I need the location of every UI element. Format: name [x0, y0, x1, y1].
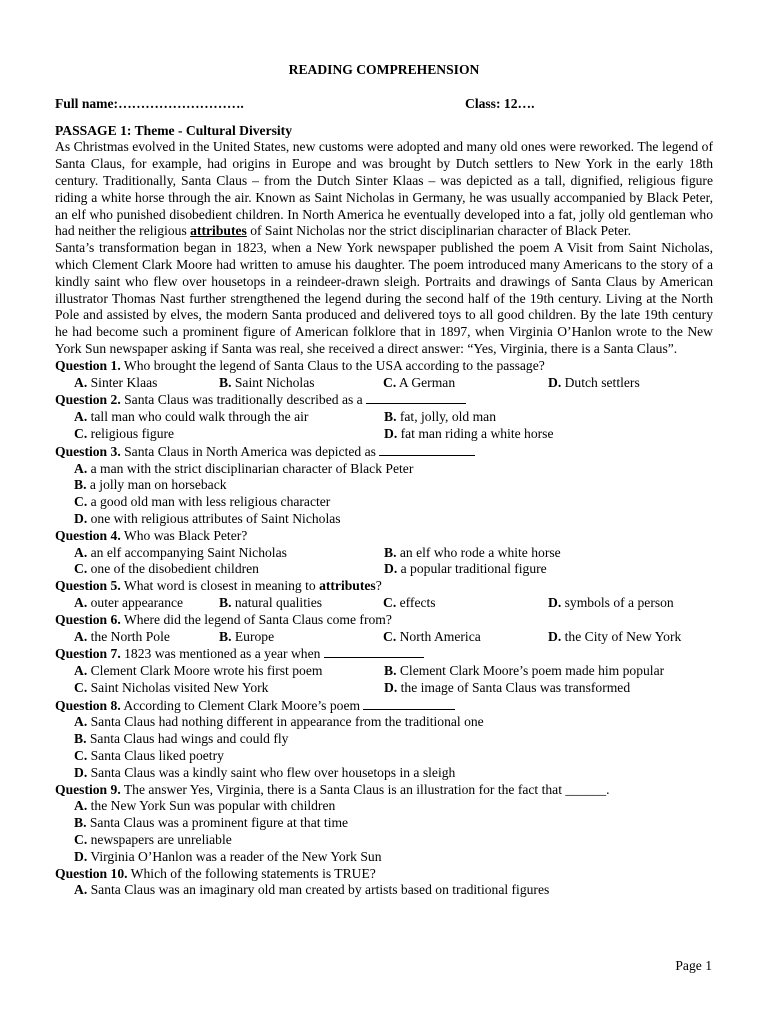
answer-blank	[363, 697, 455, 710]
option-text: A German	[396, 374, 456, 390]
question-text: The answer Yes, Virginia, there is a Santa Claus is an illustration for the fact that ______.	[120, 781, 610, 797]
option-letter: C.	[74, 425, 88, 441]
passage-paragraph-2: Santa’s transformation began in 1823, when a New York newspaper published the poem A Visit from Saint Nicholas, which Clement Clark Moore had written to amuse his daughter. The poem introduced many Americans to the story of a kindly saint who flew over housetops in a reindeer-drawn sleigh. Portraits and drawings of Santa Claus by American illustrator Thomas Nast further strengthened the legend during the second half of the 19th century. Living at the North Pole and assisted by elves, the modern Santa produced and delivered toys to all good children. By the late 19th century he had become such a prominent figure of American folklore that in 1897, when Virginia O’Hanlon wrote to the New York Sun newspaper asking if Santa was real, she received a direct answer: “Yes, Virginia, there is a Santa Claus”.	[55, 240, 713, 356]
option-a[interactable]	[74, 663, 384, 680]
option-a[interactable]	[74, 461, 713, 478]
option-text: one with religious attributes of Saint Nicholas	[87, 510, 341, 526]
option-c[interactable]	[74, 561, 384, 578]
question-text: What word is closest in meaning to	[120, 578, 320, 594]
question-5	[55, 578, 713, 595]
question-1	[55, 358, 713, 375]
option-letter: D.	[74, 510, 88, 526]
option-text: Sinter Klaas	[87, 374, 158, 390]
option-text: North America	[396, 628, 481, 644]
option-text: Santa Claus was an imaginary old man created by artists based on traditional figures	[87, 882, 550, 898]
option-text: a jolly man on horseback	[86, 477, 227, 493]
option-b[interactable]	[219, 375, 383, 392]
option-letter: D.	[548, 374, 562, 390]
option-d[interactable]	[384, 561, 714, 578]
option-letter: C.	[74, 494, 88, 510]
question-text: Which of the following statements is TRUE?	[127, 865, 376, 881]
question-9	[55, 782, 713, 799]
question-6-options	[55, 629, 713, 646]
question-7	[55, 645, 713, 663]
question-10	[55, 866, 713, 883]
option-letter: C.	[74, 679, 88, 695]
question-7-options	[55, 663, 713, 697]
full-name-field	[55, 96, 465, 113]
option-text: Santa Claus liked poetry	[87, 748, 224, 764]
option-letter: C.	[74, 748, 88, 764]
question-label: Question 2.	[55, 392, 121, 408]
worksheet-page	[55, 62, 713, 899]
question-9-options	[55, 798, 713, 865]
option-letter: A.	[74, 628, 88, 644]
option-text: an elf who rode a white horse	[396, 544, 561, 560]
option-letter: A.	[74, 544, 88, 560]
question-text: Santa Claus in North America was depicted as	[120, 443, 380, 459]
option-letter: D.	[548, 594, 562, 610]
option-letter: D.	[548, 628, 562, 644]
option-d[interactable]	[74, 849, 713, 866]
option-b[interactable]	[74, 477, 713, 494]
option-text: effects	[396, 594, 436, 610]
option-letter: B.	[384, 663, 397, 679]
option-text: tall man who could walk through the air	[87, 409, 309, 425]
option-c[interactable]	[383, 375, 548, 392]
paragraph-1-text-b: of Saint Nicholas nor the strict disciplinarian character of Black Peter.	[246, 223, 632, 239]
option-text: an elf accompanying Saint Nicholas	[87, 544, 287, 560]
option-letter: A.	[74, 882, 88, 898]
option-text: Santa Claus had nothing different in appearance from the traditional one	[87, 714, 484, 730]
page-title: READING COMPREHENSION	[288, 62, 480, 77]
option-text: the image of Santa Claus was transformed	[397, 679, 631, 695]
option-letter: B.	[219, 628, 232, 644]
option-b[interactable]	[219, 595, 383, 612]
question-label: Question 10.	[55, 865, 128, 881]
option-text: Santa Claus had wings and could fly	[86, 731, 289, 747]
question-text: 1823 was mentioned as a year when	[120, 646, 324, 662]
option-c[interactable]	[74, 494, 713, 511]
option-letter: C.	[74, 832, 88, 848]
option-d[interactable]	[384, 426, 714, 443]
option-text: outer appearance	[87, 594, 184, 610]
option-a[interactable]	[74, 595, 219, 612]
paragraph-1-text-a: As Christmas evolved in the United States, new customs were adopted and many old ones were reworked. The legend of Santa Claus, for example, had origins in Europe and was brought by Dutch settlers to New York in the early 18th century. Traditionally, Santa Claus – from the Dutch Sinter Klaas – was depicted as a tall, dignified, religious figure riding a white horse through the air. Known as Saint Nicholas in Germany, he was usually accompanied by Black Peter, an elf who punished disobedient children. In North America he eventually developed into a fat, jolly old gentleman who had neither the religious	[55, 139, 713, 239]
option-text: a man with the strict disciplinarian character of Black Peter	[87, 460, 414, 476]
option-b[interactable]	[219, 629, 383, 646]
answer-blank	[379, 443, 475, 456]
underlined-word-attributes: attributes	[190, 223, 247, 239]
option-text: a good old man with less religious character	[87, 494, 331, 510]
option-text: Saint Nicholas	[231, 374, 315, 390]
option-letter: C.	[383, 628, 397, 644]
option-text: religious figure	[87, 425, 175, 441]
option-a[interactable]	[74, 798, 713, 815]
option-letter: B.	[219, 374, 232, 390]
question-4	[55, 528, 713, 545]
question-8	[55, 697, 713, 715]
option-b[interactable]	[384, 409, 714, 426]
question-bold-word: attributes	[319, 578, 376, 594]
option-c[interactable]	[74, 680, 384, 697]
option-text: one of the disobedient children	[87, 561, 259, 577]
class-field: Class: 12….	[465, 95, 535, 111]
option-text: Dutch settlers	[561, 374, 640, 390]
question-6	[55, 612, 713, 629]
option-letter: D.	[384, 561, 398, 577]
option-c[interactable]	[74, 426, 384, 443]
option-a[interactable]	[74, 714, 713, 731]
answer-blank	[366, 391, 466, 404]
passage-paragraph-1	[55, 139, 713, 240]
question-3	[55, 443, 713, 461]
question-tail: ?	[375, 578, 382, 594]
option-text: newspapers are unreliable	[87, 832, 232, 848]
option-text: Santa Claus was a prominent figure at that time	[86, 815, 349, 831]
option-b[interactable]	[74, 815, 713, 832]
option-letter: B.	[74, 815, 87, 831]
option-letter: A.	[74, 374, 88, 390]
question-label: Question 9.	[55, 781, 121, 797]
question-label: Question 8.	[55, 697, 121, 713]
question-8-options	[55, 714, 713, 781]
option-d[interactable]	[548, 629, 708, 646]
question-label: Question 3.	[55, 443, 121, 459]
option-text: natural qualities	[231, 594, 323, 610]
question-text: Who brought the legend of Santa Claus to the USA according to the passage?	[120, 357, 545, 373]
option-text: fat man riding a white horse	[397, 425, 554, 441]
page-number: Page 1	[675, 958, 712, 973]
option-text: the New York Sun was popular with children	[87, 798, 336, 814]
question-label: Question 4.	[55, 527, 121, 543]
question-text: According to Clement Clark Moore’s poem	[120, 697, 364, 713]
option-b[interactable]	[74, 731, 713, 748]
option-d[interactable]	[548, 375, 708, 392]
option-letter: B.	[74, 731, 87, 747]
option-letter: D.	[384, 679, 398, 695]
option-c[interactable]	[74, 832, 713, 849]
option-text: Saint Nicholas visited New York	[87, 679, 269, 695]
answer-blank	[324, 645, 424, 658]
option-letter: B.	[74, 477, 87, 493]
option-text: Clement Clark Moore wrote his first poem	[87, 663, 323, 679]
question-4-options	[55, 545, 713, 579]
option-letter: D.	[384, 425, 398, 441]
question-1-options	[55, 375, 713, 392]
question-2	[55, 391, 713, 409]
option-b[interactable]	[384, 663, 714, 680]
option-letter: D.	[74, 848, 88, 864]
option-text: fat, jolly, old man	[396, 409, 497, 425]
question-5-options	[55, 595, 713, 612]
option-letter: A.	[74, 460, 88, 476]
option-letter: A.	[74, 714, 88, 730]
option-text: the City of New York	[561, 628, 682, 644]
option-d[interactable]	[548, 595, 708, 612]
option-a[interactable]	[74, 882, 713, 899]
option-text: Clement Clark Moore’s poem made him popular	[396, 663, 665, 679]
option-d[interactable]	[384, 680, 714, 697]
question-label: Question 1.	[55, 357, 121, 373]
option-letter: B.	[384, 409, 397, 425]
option-letter: C.	[383, 594, 397, 610]
option-text: symbols of a person	[561, 594, 674, 610]
question-label: Question 6.	[55, 611, 121, 627]
full-name-label: Full name:	[55, 95, 119, 111]
option-letter: A.	[74, 798, 88, 814]
option-c[interactable]	[74, 748, 713, 765]
option-text: Europe	[231, 628, 275, 644]
option-text: Santa Claus was a kindly saint who flew over housetops in a sleigh	[87, 764, 456, 780]
question-label: Question 7.	[55, 646, 121, 662]
option-d[interactable]	[74, 511, 713, 528]
passage-title: PASSAGE 1: Theme - Cultural Diversity	[55, 122, 293, 138]
option-a[interactable]	[74, 409, 384, 426]
question-2-options	[55, 409, 713, 443]
option-text: the North Pole	[87, 628, 170, 644]
option-c[interactable]	[383, 595, 548, 612]
name-class-line	[55, 96, 713, 113]
option-letter: A.	[74, 409, 88, 425]
option-d[interactable]	[74, 765, 713, 782]
question-text: Where did the legend of Santa Claus come from?	[120, 611, 392, 627]
option-letter: A.	[74, 594, 88, 610]
question-label: Question 5.	[55, 578, 121, 594]
full-name-dots: ……………………….	[118, 95, 244, 111]
option-a[interactable]	[74, 375, 219, 392]
option-text: Virginia O’Hanlon was a reader of the New York Sun	[87, 848, 382, 864]
option-letter: C.	[74, 561, 88, 577]
option-text: a popular traditional figure	[397, 561, 547, 577]
option-letter: B.	[219, 594, 232, 610]
option-letter: C.	[383, 374, 397, 390]
option-letter: D.	[74, 764, 88, 780]
option-letter: B.	[384, 544, 397, 560]
question-text: Who was Black Peter?	[120, 527, 248, 543]
option-b[interactable]	[384, 545, 714, 562]
option-letter: A.	[74, 663, 88, 679]
question-3-options	[55, 461, 713, 528]
option-c[interactable]	[383, 629, 548, 646]
question-text: Santa Claus was traditionally described as a	[120, 392, 367, 408]
option-a[interactable]	[74, 545, 384, 562]
question-10-options	[55, 882, 713, 899]
option-a[interactable]	[74, 629, 219, 646]
